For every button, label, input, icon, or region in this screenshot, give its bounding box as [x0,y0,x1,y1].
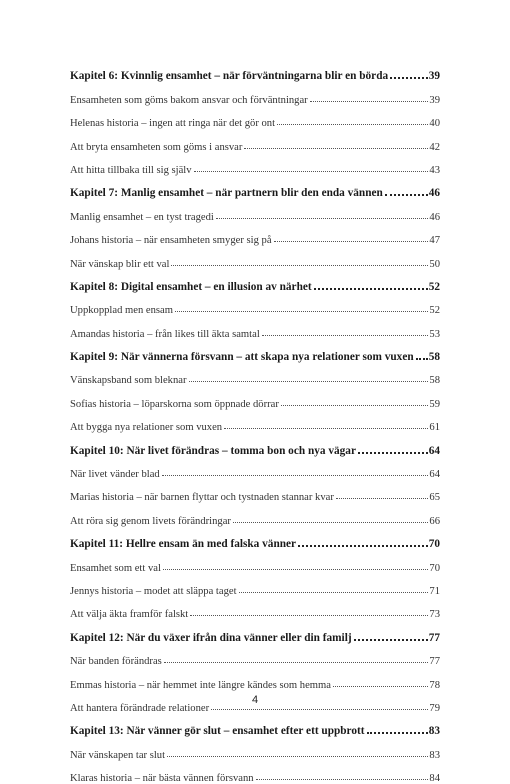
toc-section-entry [70,410,440,433]
toc-entry-page: 78 [429,679,440,691]
dot-leader [358,452,428,454]
toc-entry-title: Johans historia – när ensamheten smyger sig på [70,235,272,247]
toc-section-entry [70,223,440,246]
dot-leader [211,709,428,710]
dot-leader [171,265,428,266]
dot-leader [314,288,428,290]
toc-entry-page: 52 [429,305,440,317]
toc-section-entry [70,129,440,152]
toc-entry-page: 83 [428,725,440,738]
toc-entry-title: Sofias historia – löparskorna som öppnade dörrar [70,398,279,410]
toc-entry-title: När livet vänder blad [70,469,160,481]
dot-leader [189,381,429,382]
toc-section-entry [70,761,440,784]
toc-entry-page: 59 [429,398,440,410]
dot-leader [298,545,428,547]
dot-leader [333,686,428,687]
toc-entry-page: 39 [428,70,440,83]
dot-leader [310,101,429,102]
dot-leader [256,779,429,780]
dot-leader [416,358,428,360]
toc-entry-page: 70 [428,538,440,551]
toc-entry-page: 71 [429,585,440,597]
toc-chapter-entry [70,527,440,550]
toc-section-entry [70,574,440,597]
toc-entry-page: 73 [429,609,440,621]
toc-section-entry [70,293,440,316]
dot-leader [167,756,428,757]
toc-entry-title: Kapitel 6: Kvinnlig ensamhet – när förväntningarna blir en börda [70,70,389,83]
toc-entry-title: Att välja äkta framför falskt [70,609,189,621]
toc-section-entry [70,199,440,222]
toc-section-entry [70,82,440,105]
toc-section-entry [70,480,440,503]
toc-chapter-entry [70,620,440,643]
toc-section-entry [70,457,440,480]
toc-chapter-entry [70,270,440,293]
toc-entry-title: Ensamhet som ett val [70,562,161,574]
toc-chapter-entry [70,340,440,363]
toc-entry-title: Att hantera förändrade relationer [70,702,210,714]
dot-leader [277,124,428,125]
dot-leader [239,592,429,593]
toc-entry-title: Kapitel 9: När vännerna försvann – att skapa nya relationer som vuxen [70,351,414,364]
toc-section-entry [70,316,440,339]
toc-section-entry [70,106,440,129]
toc-entry-title: När vänskap blir ett val [70,258,170,270]
toc-section-entry [70,386,440,409]
toc-section-entry [70,363,440,386]
toc-chapter-entry [70,176,440,199]
toc-section-entry [70,153,440,176]
toc-entry-page: 77 [429,656,440,668]
dot-leader [164,662,429,663]
toc-entry-page: 64 [429,469,440,481]
dot-leader [354,639,428,641]
toc-section-entry [70,597,440,620]
dot-leader [233,522,428,523]
toc-entry-page: 42 [429,141,440,153]
toc-entry-title: Kapitel 11: Hellre ensam än med falska vänner [70,538,297,551]
toc-entry-page: 39 [429,94,440,106]
toc-entry-title: Amandas historia – från likes till äkta samtal [70,328,260,340]
toc-entry-title: Kapitel 7: Manlig ensamhet – när partnern blir den enda vännen [70,187,383,200]
toc-entry-title: Kapitel 12: När du växer ifrån dina vänner eller din familj [70,631,352,644]
toc-section-entry [70,550,440,573]
page-number: 4 [251,694,259,706]
toc-section-entry [70,644,440,667]
toc-section-entry [70,667,440,690]
toc-entry-page: 40 [429,118,440,130]
toc-entry-title: Att bryta ensamheten som göms i ansvar [70,141,243,153]
dot-leader [262,335,429,336]
dot-leader [385,194,428,196]
toc-section-entry [70,246,440,269]
dot-leader [274,241,429,242]
toc-entry-title: När vänskapen tar slut [70,749,166,761]
toc-entry-title: Klaras historia – när bästa vännen försvann [70,773,254,784]
toc-section-entry [70,503,440,526]
toc-entry-title: Kapitel 10: När livet förändras – tomma bon och nya vägar [70,444,356,457]
toc-section-entry [70,737,440,760]
toc-entry-title: Att bygga nya relationer som vuxen [70,422,223,434]
toc-entry-page: 70 [429,562,440,574]
toc-entry-page: 58 [428,351,440,364]
toc-entry-title: När banden förändras [70,656,162,668]
toc-entry-page: 53 [429,328,440,340]
toc-entry-title: Kapitel 8: Digital ensamhet – en illusion av närhet [70,280,312,293]
toc-entry-page: 66 [429,515,440,527]
dot-leader [336,498,429,499]
toc-entry-title: Kapitel 13: När vänner gör slut – ensamhet efter ett uppbrott [70,725,365,738]
toc-entry-page: 58 [429,375,440,387]
dot-leader [216,218,429,219]
toc-entry-title: Ensamheten som göms bakom ansvar och förväntningar [70,94,308,106]
toc-chapter-entry [70,714,440,737]
dot-leader [194,171,429,172]
dot-leader [190,615,428,616]
table-of-contents [70,59,440,784]
toc-entry-page: 79 [429,702,440,714]
toc-entry-page: 46 [429,211,440,223]
toc-chapter-entry [70,433,440,456]
toc-entry-title: Jennys historia – modet att släppa taget [70,585,237,597]
dot-leader [224,428,428,429]
toc-entry-page: 84 [429,773,440,784]
toc-entry-page: 77 [428,631,440,644]
toc-entry-page: 47 [429,235,440,247]
toc-entry-page: 61 [429,422,440,434]
toc-entry-page: 46 [428,187,440,200]
dot-leader [163,569,428,570]
toc-entry-page: 64 [428,444,440,457]
toc-entry-title: Helenas historia – ingen att ringa när det gör ont [70,118,276,130]
toc-entry-title: Emmas historia – när hemmet inte längre kändes som hemma [70,679,331,691]
dot-leader [367,732,428,734]
toc-entry-page: 52 [428,280,440,293]
toc-entry-page: 83 [429,749,440,761]
dot-leader [390,77,428,79]
dot-leader [175,311,428,312]
toc-entry-page: 43 [429,164,440,176]
toc-entry-title: Manlig ensamhet – en tyst tragedi [70,211,214,223]
toc-entry-title: Att hitta tillbaka till sig själv [70,164,192,176]
toc-entry-title: Uppkopplad men ensam [70,305,173,317]
toc-entry-page: 50 [429,258,440,270]
dot-leader [162,475,429,476]
toc-entry-title: Vänskapsband som bleknar [70,375,187,387]
dot-leader [244,148,428,149]
dot-leader [281,405,429,406]
toc-chapter-entry [70,59,440,82]
toc-entry-title: Att röra sig genom livets förändringar [70,515,231,527]
toc-entry-title: Marias historia – när barnen flyttar och tystnaden stannar kvar [70,492,334,504]
toc-entry-page: 65 [429,492,440,504]
